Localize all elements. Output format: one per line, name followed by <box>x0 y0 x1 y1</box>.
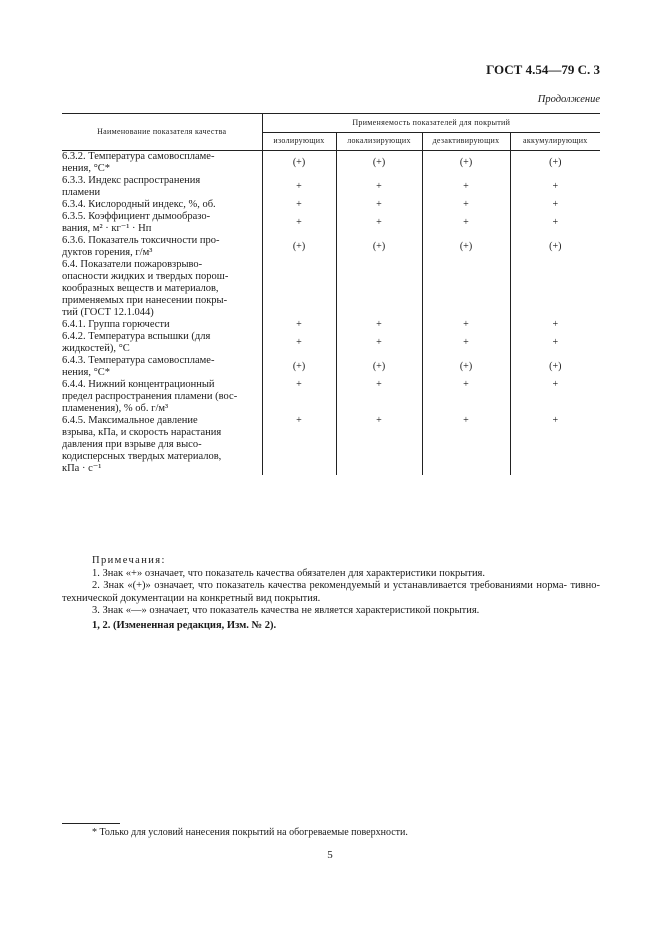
notes-block <box>62 555 600 618</box>
indicator-name-line: кодисперсных твердых материалов, <box>62 451 222 462</box>
indicator-name-line: пламенения), % об. г/м³ <box>62 403 169 414</box>
indicator-name-line: 6.3.2. Температура самовоспламе- <box>62 151 215 162</box>
applicability-mark: + <box>552 379 559 390</box>
indicator-name-line: опасности жидких и твердых порош- <box>62 271 229 282</box>
note-1: 1. Знак «+» означает, что показатель качества обязателен для характеристики покрытия. <box>92 567 486 579</box>
table-row <box>62 259 600 319</box>
applicability-mark <box>510 259 600 319</box>
applicability-mark: (+) <box>422 235 510 259</box>
applicability-mark: + <box>422 175 510 199</box>
document-code: ГОСТ 4.54—79 С. 3 <box>486 62 600 77</box>
indicator-name-line: кПа · с⁻¹ <box>62 463 102 474</box>
indicator-name-cell <box>62 379 262 415</box>
indicator-name-line: пламени <box>62 187 101 198</box>
indicator-name-line: 6.4.5. Максимальное давление <box>62 415 198 426</box>
indicator-name-line: жидкостей), °С <box>62 343 130 354</box>
applicability-mark: + <box>336 175 422 199</box>
applicability-mark: + <box>262 379 336 415</box>
applicability-mark: (+) <box>336 235 422 259</box>
indicator-name-line: нения, °С* <box>62 367 111 378</box>
indicator-name-line: 6.4. Показатели пожаровзрыво- <box>62 259 203 270</box>
continuation-label: Продолжение <box>537 94 600 105</box>
indicator-name-line: 6.4.3. Температура самовоспламе- <box>62 355 215 366</box>
indicator-name-line: 6.4.1. Группа горючести <box>62 319 170 330</box>
indicator-name-cell <box>62 319 262 331</box>
indicator-name-cell <box>62 331 262 355</box>
indicator-name-cell <box>62 175 262 199</box>
applicability-mark: + <box>422 319 510 331</box>
applicability-mark: + <box>262 175 336 199</box>
column-header-accumulating: аккумулирующих <box>510 132 600 151</box>
applicability-mark <box>262 259 336 319</box>
table-row <box>62 235 600 259</box>
indicator-name-line: дуктов горения, г/м³ <box>62 247 153 258</box>
footnote-separator <box>62 823 120 824</box>
table-row <box>62 211 600 235</box>
applicability-mark: (+) <box>336 355 422 379</box>
column-header-decontaminating: дезактивирующих <box>422 132 510 151</box>
applicability-mark: + <box>552 199 559 210</box>
indicator-name-cell <box>62 415 262 475</box>
applicability-mark: + <box>262 211 336 235</box>
indicator-name-cell <box>62 199 262 211</box>
applicability-mark: + <box>336 415 422 475</box>
table-row <box>62 199 600 211</box>
applicability-mark: + <box>262 319 336 331</box>
page-number: 5 <box>327 849 333 861</box>
applicability-mark: + <box>552 337 559 348</box>
applicability-mark: + <box>422 331 510 355</box>
indicator-name-cell <box>62 355 262 379</box>
column-header-indicator-name: Наименование показателя качества <box>62 114 262 151</box>
column-group-header: Применяемость показателей для покрытий <box>262 114 600 133</box>
applicability-mark: + <box>262 331 336 355</box>
indicator-name-line: вания, м² · кг⁻¹ · Нп <box>62 223 152 234</box>
table-row <box>62 379 600 415</box>
indicator-name-cell <box>62 151 262 176</box>
applicability-mark: + <box>422 211 510 235</box>
indicator-name-line: 6.3.3. Индекс распространения <box>62 175 201 186</box>
column-header-localizing: локализирующих <box>336 132 422 151</box>
applicability-mark: (+) <box>422 355 510 379</box>
amendment-note: 1, 2. (Измененная редакция, Изм. № 2). <box>92 620 277 631</box>
applicability-mark: (+) <box>262 151 336 176</box>
applicability-mark: + <box>262 199 336 211</box>
applicability-mark: (+) <box>262 235 336 259</box>
applicability-mark: + <box>336 211 422 235</box>
indicator-name-line: 6.3.6. Показатель токсичности про- <box>62 235 220 246</box>
indicator-name-cell <box>62 211 262 235</box>
applicability-mark: + <box>552 217 559 228</box>
indicator-name-cell <box>62 235 262 259</box>
indicator-name-line: 6.3.5. Коэффициент дымообразо- <box>62 211 211 222</box>
indicator-name-line: 6.4.4. Нижний концентрационный <box>62 379 215 390</box>
indicator-name-line: кообразных веществ и материалов, <box>62 283 219 294</box>
applicability-mark: + <box>552 319 559 330</box>
table-row <box>62 319 600 331</box>
applicability-table <box>62 113 600 475</box>
applicability-mark: (+) <box>549 157 562 168</box>
applicability-mark <box>336 259 422 319</box>
indicator-name-line: 6.3.4. Кислородный индекс, %, об. <box>62 199 216 210</box>
applicability-mark: + <box>336 319 422 331</box>
indicator-name-line: давления при взрыве для высо- <box>62 439 202 450</box>
indicator-name-line: тий (ГОСТ 12.1.044) <box>62 307 154 318</box>
table-row <box>62 151 600 176</box>
column-header-insulating: изолирующих <box>262 132 336 151</box>
table-row <box>62 415 600 475</box>
applicability-mark: + <box>336 379 422 415</box>
footnote: * Только для условий нанесения покрытий на обогреваемые поверхности. <box>92 827 408 838</box>
indicator-name-line: 6.4.2. Температура вспышки (для <box>62 331 211 342</box>
note-3: 3. Знак «—» означает, что показатель качества не является характеристикой покрытия. <box>92 605 480 616</box>
table-row <box>62 355 600 379</box>
applicability-mark: (+) <box>422 151 510 176</box>
applicability-mark: (+) <box>262 355 336 379</box>
applicability-mark: + <box>422 415 510 475</box>
note-2: 2. Знак «(+)» означает, что показатель качества рекомендуемый и устанавливается требованиями норма- тивно-технической документации на конкретный вид покрытия. <box>62 580 600 604</box>
applicability-mark: (+) <box>549 361 562 372</box>
applicability-mark: + <box>262 415 336 475</box>
applicability-mark: + <box>336 199 422 211</box>
table-row <box>62 175 600 199</box>
applicability-mark: (+) <box>549 241 562 252</box>
indicator-name-line: взрыва, кПа, и скорость нарастания <box>62 427 222 438</box>
table-row <box>62 331 600 355</box>
indicator-name-line: применяемых при нанесении покры- <box>62 295 228 306</box>
indicator-name-cell <box>62 259 262 319</box>
applicability-mark: + <box>552 181 559 192</box>
notes-title: Примечания: <box>92 555 166 566</box>
indicator-name-line: нения, °С* <box>62 163 111 174</box>
applicability-mark: + <box>552 415 559 426</box>
indicator-name-line: предел распространения пламени (вос- <box>62 391 238 402</box>
applicability-mark: + <box>336 331 422 355</box>
applicability-mark <box>422 259 510 319</box>
applicability-mark: (+) <box>336 151 422 176</box>
applicability-mark: + <box>422 379 510 415</box>
applicability-mark: + <box>422 199 510 211</box>
